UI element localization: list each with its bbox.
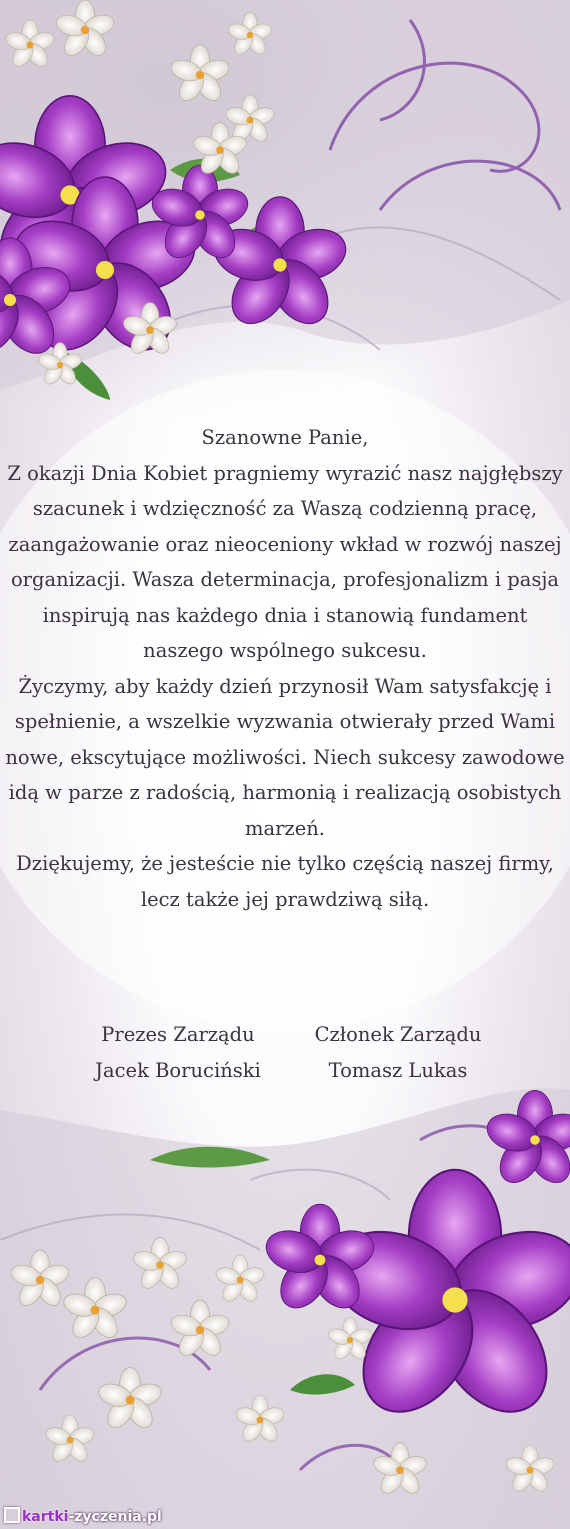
signature-president bbox=[78, 1017, 278, 1089]
pencil-icon bbox=[4, 1507, 20, 1523]
paragraph-thanks: Dziękujemy, że jesteście nie tylko częścią naszej firmy, lecz także jej prawdziwą siłą. bbox=[16, 852, 554, 911]
paragraph-hopes: Życzymy, aby każdy dzień przynosił Wam satysfakcję i spełnienie, a wszelkie wyzwania otwierały przed Wami nowe, ekscytujące możliwości. Niech sukcesy zawodowe idą w parze z radością, harmonią i realizacją osobistych marzeń. bbox=[5, 674, 565, 840]
greeting-line: Szanowne Panie, bbox=[201, 426, 369, 449]
watermark-brand: kartki bbox=[22, 1509, 69, 1525]
signature-role: Członek Zarządu bbox=[314, 1023, 482, 1046]
message-body bbox=[0, 420, 570, 917]
signature-role: Prezes Zarządu bbox=[101, 1023, 255, 1046]
signature-name: Jacek Boruciński bbox=[95, 1059, 261, 1082]
watermark-suffix: -zyczenia.pl bbox=[68, 1509, 162, 1525]
paragraph-wishes: Z okazji Dnia Kobiet pragniemy wyrazić nasz najgłębszy szacunek i wdzięczność za Waszą codzienną pracę, zaangażowanie oraz nieoceniony wkład w rozwój naszej organizacji. Wasza determinacja, profesjonalizm i pasja inspirują nas każdego dnia i stanowią fundament naszego wspólnego sukcesu. bbox=[7, 461, 563, 662]
signature-name: Tomasz Lukas bbox=[328, 1059, 468, 1082]
signature-board-member bbox=[298, 1017, 498, 1089]
site-watermark bbox=[4, 1507, 162, 1525]
